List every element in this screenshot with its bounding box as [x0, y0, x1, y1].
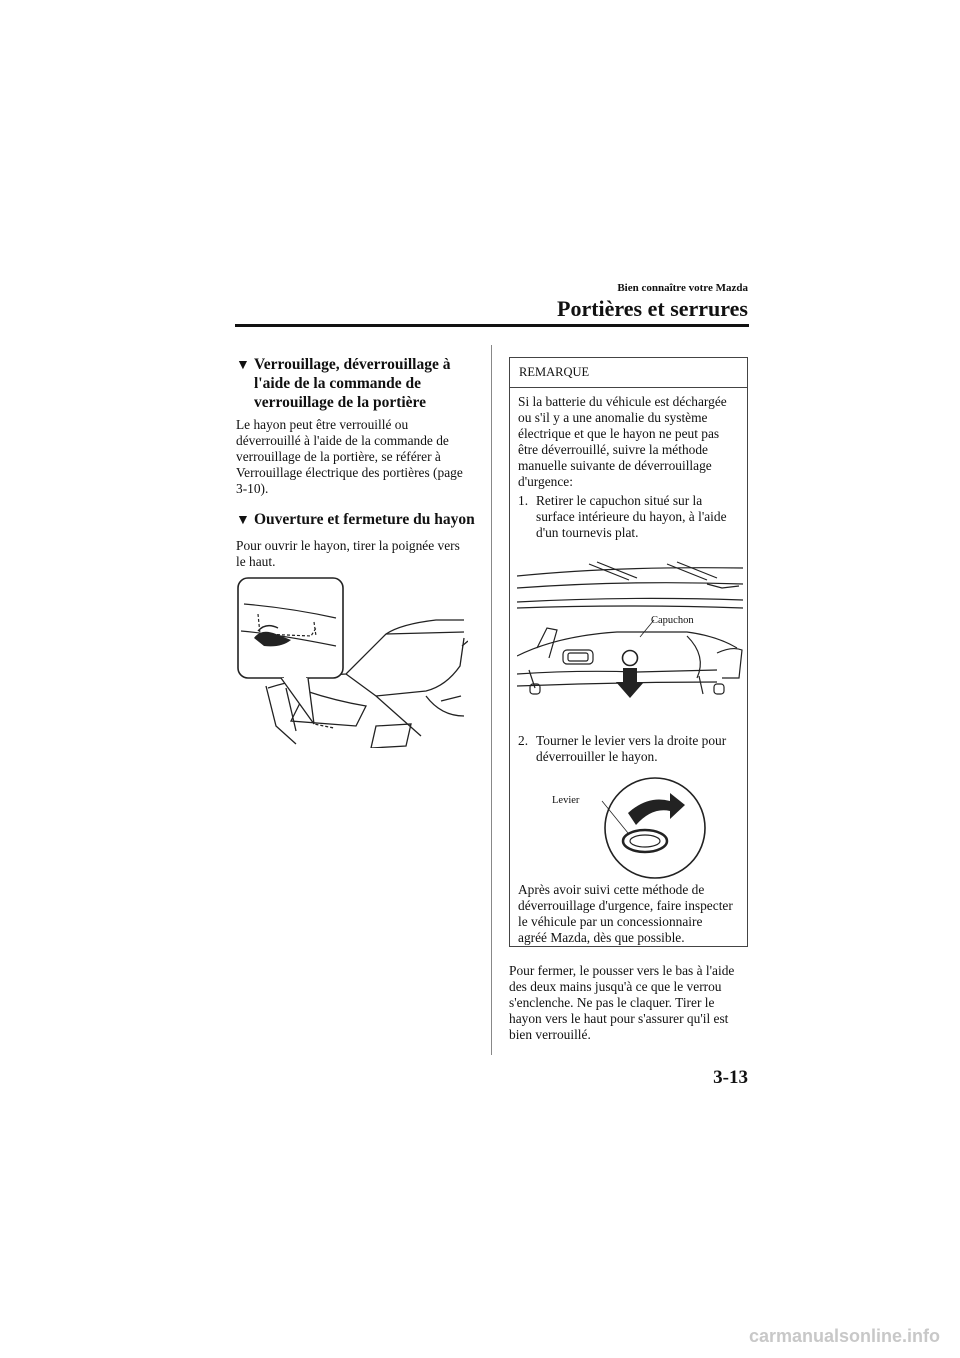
note-heading: REMARQUE [519, 365, 590, 379]
note-step-1: 1. Retirer le capuchon situé sur la surface intérieure du hayon, à l'aide d'un tournevis plat. [518, 493, 727, 540]
section-marker-icon: ▼ [236, 513, 250, 528]
watermark: carmanualsonline.info [748, 1326, 940, 1346]
section-marker-icon: ▼ [236, 358, 250, 373]
section-title-door-lock: ▼ Verrouillage, déverrouillage à l'aide de la commande de verrouillage de la portière [236, 356, 451, 411]
note-step-2: 2. Tourner le levier vers la droite pour déverrouiller le hayon. [518, 733, 727, 764]
levier-label: Levier [552, 795, 580, 806]
closing-instructions: Pour fermer, le pousser vers le bas à l'aide des deux mains jusqu'à ce que le verrou s'enclenche. Ne pas le claquer. Tirer le hayon vers le haut pour s'assurer qu'il est bien verrouillé. [509, 963, 735, 1042]
header-rule [235, 324, 749, 327]
chapter-title: Portières et serrures [557, 296, 748, 321]
page-number: 3-13 [713, 1067, 748, 1088]
section-body-liftgate: Pour ouvrir le hayon, tirer la poignée vers le haut. [236, 538, 460, 569]
capuchon-illustration [517, 558, 743, 708]
header-section-label: Bien connaître votre Mazda [617, 282, 748, 294]
note-intro: Si la batterie du véhicule est déchargée ou s'il y a une anomalie du système électrique et que le hayon ne peut pas être déverrouillé, suivre la méthode manuelle suivante de déverrouillage d'urgence: [518, 394, 727, 489]
note-after-text: Après avoir suivi cette méthode de déverrouillage d'urgence, faire inspecter le véhicule par un concessionnaire agréé Mazda, dès que possible. [518, 882, 733, 945]
section-title-liftgate: ▼ Ouverture et fermeture du hayon [236, 511, 475, 528]
note-header [510, 358, 747, 388]
liftgate-handle-illustration [236, 576, 468, 748]
section-body-door-lock: Le hayon peut être verrouillé ou déverrouillé à l'aide de la commande de verrouillage de la portière, se référer à Verrouillage électrique des portières (page 3-10). [236, 417, 463, 496]
capuchon-label: Capuchon [651, 615, 694, 626]
levier-illustration [600, 773, 710, 883]
note-box [509, 357, 748, 947]
column-divider [491, 345, 492, 1055]
